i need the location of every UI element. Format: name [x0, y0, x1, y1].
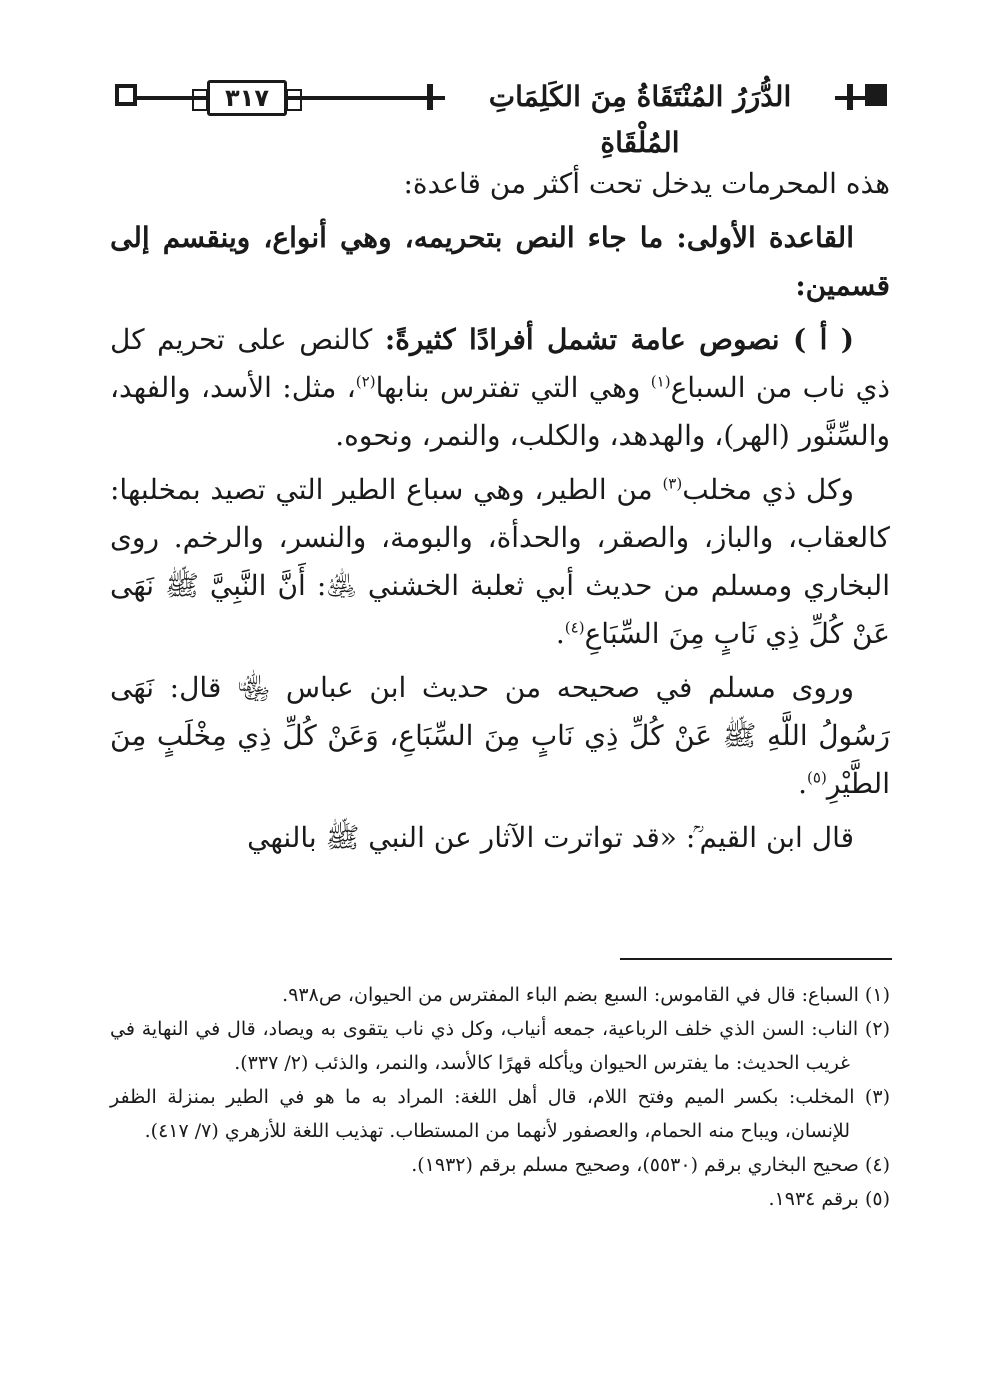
footnote-ref-4[interactable]: (٤) — [564, 618, 585, 637]
footnotes — [110, 978, 890, 1216]
text-run: ، مثل: الأسد، والفهد، والسِّنَّور (الهر)، والهدهد، والكلب، والنمر، ونحوه. — [110, 371, 890, 452]
text-run: من الطير، وهي سباع الطير التي تصيد بمخلبها: كالعقاب، والباز، والصقر، والحدأة، والبومة، والنسر، والرخم. روى البخاري ومسلم من حديث أبي ثعلبة الخشني ﵁: أَنَّ النَّبِيَّ ﷺ نَهَى عَنْ كُلِّ ذِي نَابٍ مِنَ السِّبَاعِ — [110, 473, 890, 650]
paragraph-general-texts — [110, 316, 890, 460]
footnote-4: (٤) صحيح البخاري برقم (٥٥٣٠)، وصحيح مسلم برقم (١٩٣٢). — [411, 1154, 890, 1176]
footnote-ref-5[interactable]: (٥) — [807, 768, 827, 787]
main-text — [110, 160, 890, 868]
page-number-text: ٣١٧ — [225, 84, 269, 112]
paragraph-muslim-hadith — [110, 664, 890, 808]
text-run: وهي التي تفترس بنابها — [375, 371, 651, 404]
paragraph-birds — [110, 466, 890, 658]
text-run: وروى مسلم في صحيحه من حديث ابن عباس ﵄ قال: نَهَى رَسُولُ اللَّهِ ﷺ عَنْ كُلِّ ذِي نَابٍ مِنَ السِّبَاعِ، وَعَنْ كُلِّ ذِي مِخْلَبٍ مِنَ الطَّيْرِ — [110, 671, 890, 800]
text-run: . — [798, 767, 808, 800]
header-divider — [427, 84, 433, 110]
footnote-3: (٣) المخلب: بكسر الميم وفتح اللام، قال أهل اللغة: المراد به ما هو في الطير بمنزلة الظفر للإنسان، ويباح منه الحمام، والعصفور لأنهما من المستطاب. تهذيب اللغة للأزهري (٧/ ٤١٧). — [110, 1086, 890, 1142]
paragraph-rule-one: القاعدة الأولى: ما جاء النص بتحريمه، وهي أنواع، وينقسم إلى قسمين: — [110, 221, 890, 302]
footnote-ref-1[interactable]: (١) — [650, 372, 671, 391]
page-number — [207, 80, 287, 116]
subheading: ( أ ) نصوص عامة تشمل أفرادًا كثيرةً: — [384, 323, 855, 356]
footnote-5: (٥) برقم ١٩٣٤. — [768, 1188, 890, 1210]
page-header — [115, 72, 887, 159]
header-divider — [847, 84, 853, 110]
text-run: . — [555, 617, 565, 650]
footnote-1: (١) السباع: قال في القاموس: السبع بضم الباء المفترس من الحيوان، ص٩٣٨. — [282, 984, 890, 1006]
footnote-separator — [620, 958, 892, 960]
header-right-square — [865, 84, 887, 106]
book-title: الدُّرَرُ المُنْتَقَاةُ مِنَ الكَلِمَاتِ المُلْقَاةِ — [445, 74, 835, 120]
footnote-2: (٢) الناب: السن الذي خلف الرباعية، جمعه أنياب، وكل ذي ناب يتقوى به ويصاد، قال في النهاية في غريب الحديث: ما يفترس الحيوان ويأكله قهرًا كالأسد، والنمر، والذئب (٢/ ٣٣٧). — [110, 1018, 890, 1074]
header-left-square — [115, 84, 137, 106]
footnote-ref-3[interactable]: (٣) — [662, 474, 683, 493]
text-run: وكل ذي مخلب — [682, 473, 854, 506]
paragraph-ibn-qayyim: قال ابن القيم ؒ: «قد تواترت الآثار عن النبي ﷺ بالنهي — [247, 821, 854, 854]
paragraph-intro: هذه المحرمات يدخل تحت أكثر من قاعدة: — [403, 167, 890, 200]
text-run: كالنص على تحريم كل ذي ناب من السباع — [110, 323, 890, 404]
footnote-ref-2[interactable]: (٢) — [355, 372, 376, 391]
